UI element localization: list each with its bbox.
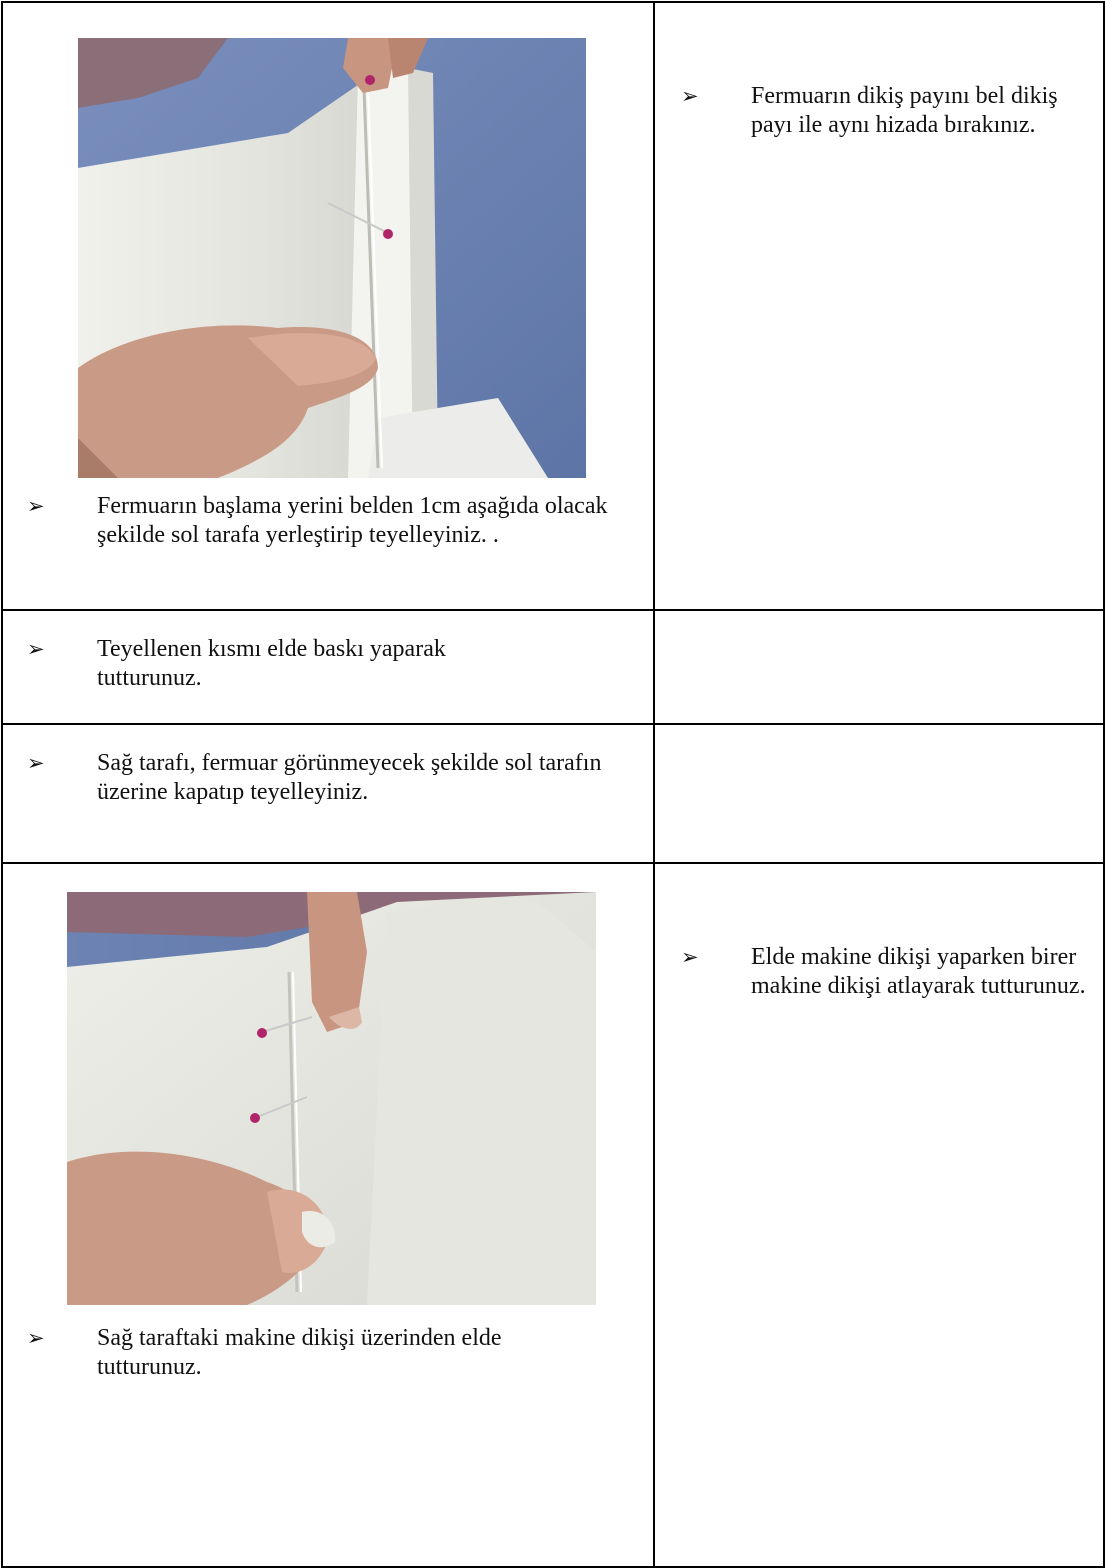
step-text: Fermuarın başlama yerini belden 1cm aşağıda olacak şekilde sol tarafa yerleştirip teyelleyiniz. .: [97, 493, 608, 548]
arrow-bullet-icon: ➢: [681, 945, 699, 969]
step-text: Elde makine dikişi yaparken birer makine dikişi atlayarak tutturunuz.: [751, 944, 1086, 999]
hand-stitching-photo: [67, 892, 596, 1305]
step-text: Sağ taraftaki makine dikişi üzerinden elde tutturunuz.: [97, 1325, 502, 1380]
step-text: Fermuarın dikiş payını bel dikiş payı ile aynı hizada bırakınız.: [751, 83, 1058, 138]
step-bullet: [27, 635, 627, 693]
row1-right-cell: [654, 2, 1104, 610]
row4-right-cell: [654, 863, 1104, 1567]
table-row: [2, 724, 1104, 863]
step-text: Teyellenen kısmı elde baskı yaparak tutturunuz.: [97, 636, 446, 691]
row3-right-cell: [654, 724, 1104, 863]
arrow-bullet-icon: ➢: [27, 494, 45, 518]
table-row: [2, 610, 1104, 724]
row1-left-cell: [2, 2, 654, 610]
row4-left-cell: [2, 863, 654, 1567]
row3-left-cell: [2, 724, 654, 863]
arrow-bullet-icon: ➢: [27, 751, 45, 775]
table-row: [2, 2, 1104, 610]
step-bullet: [27, 492, 627, 550]
step-text: Sağ tarafı, fermuar görünmeyecek şekilde sol tarafın üzerine kapatıp teyelleyiniz.: [97, 750, 602, 805]
step-bullet: [681, 943, 1105, 1001]
row2-right-cell: [654, 610, 1104, 724]
step-bullet: [27, 749, 647, 807]
row2-left-cell: [2, 610, 654, 724]
arrow-bullet-icon: ➢: [27, 637, 45, 661]
step-bullet: [681, 82, 1081, 140]
steps-table: [1, 1, 1105, 1568]
arrow-bullet-icon: ➢: [681, 84, 699, 108]
step-bullet: [27, 1324, 627, 1382]
zipper-basting-photo: [78, 38, 586, 478]
arrow-bullet-icon: ➢: [27, 1326, 45, 1350]
table-row: [2, 863, 1104, 1567]
